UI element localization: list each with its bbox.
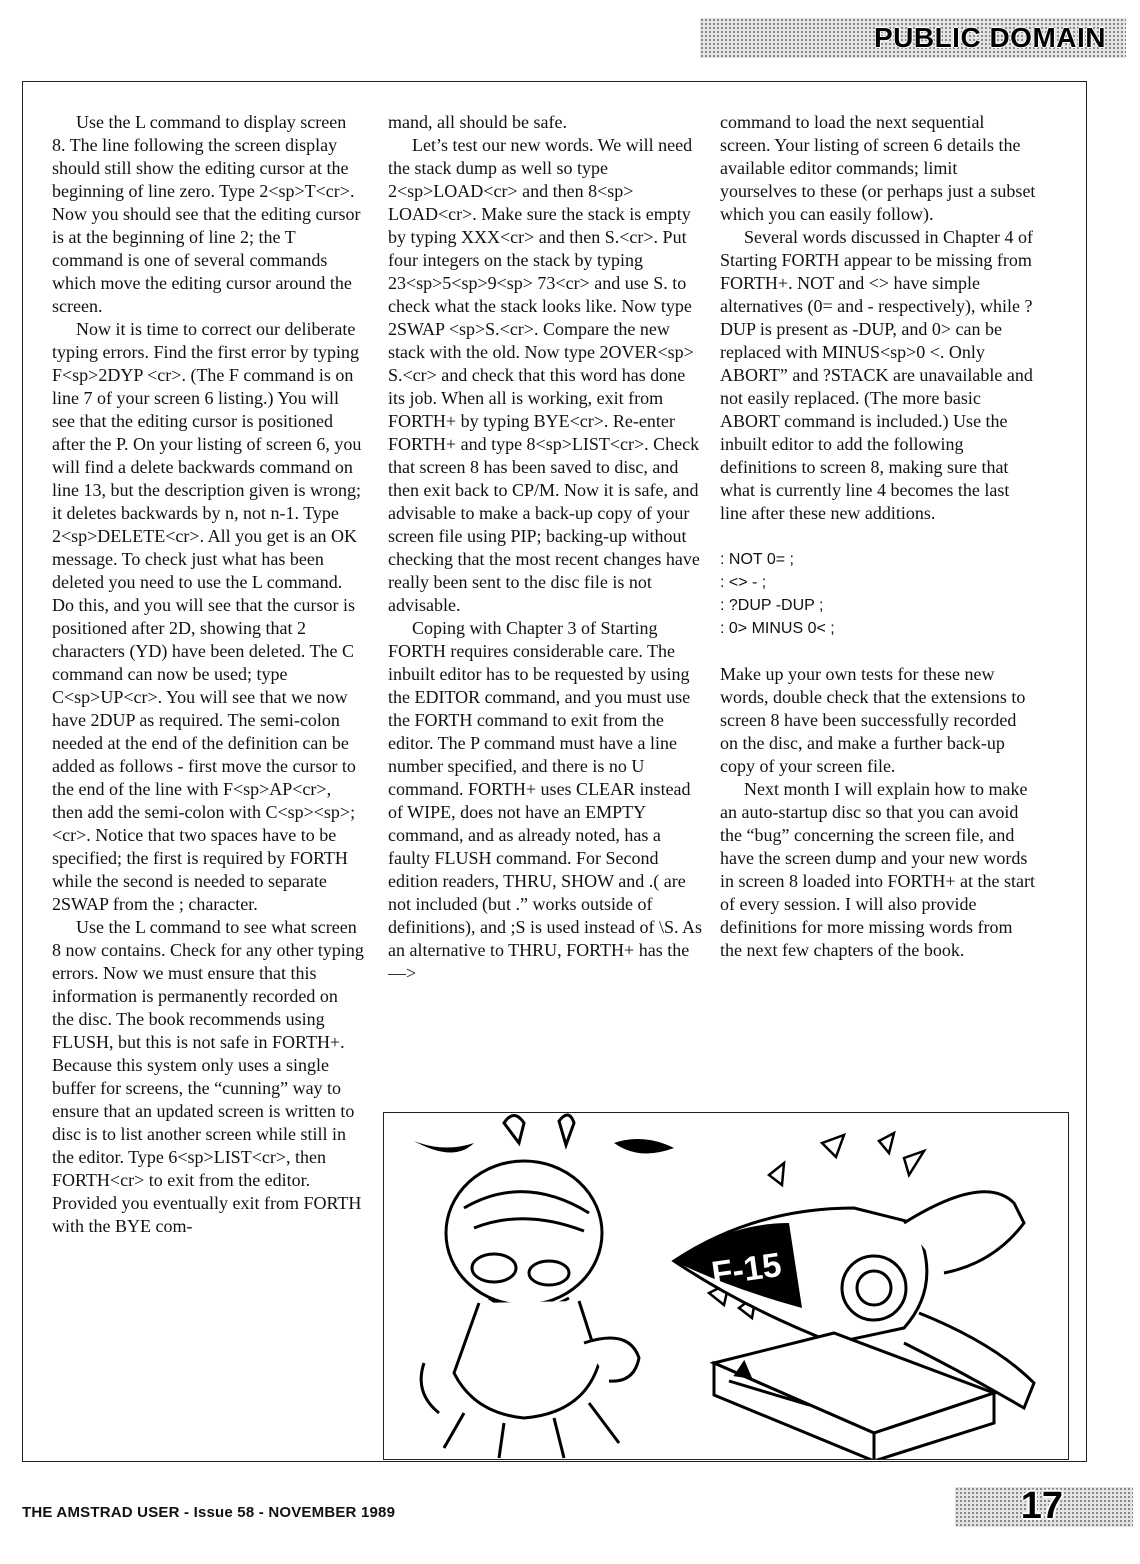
paragraph: mand, all should be safe. <box>388 112 567 132</box>
code-line: : 0> MINUS 0< ; <box>720 620 835 637</box>
code-line: : NOT 0= ; <box>720 551 794 568</box>
page-number: 17 <box>1020 1485 1063 1527</box>
section-title: PUBLIC DOMAIN <box>873 22 1106 53</box>
article-column-1 <box>52 111 364 1238</box>
paragraph: Make up your own tests for these new words, double check that the extensions to screen 8 have been successfully recorded on the disc, and make a further back-up copy of your screen file. <box>720 664 1026 776</box>
code-listing <box>720 548 1038 640</box>
sweat-drop-icon <box>414 1141 474 1153</box>
paragraph: Several words discussed in Chapter 4 of Starting FORTH appear to be missing from FORTH+. NOT and <> have simple alternatives (0= and - respectively), while ?DUP is present as -DUP, and 0> can be replaced with MINUS<sp>0 <. Only ABORT” and ?STACK are unavailable and not easily replaced. (The more basic ABORT command is included.) Use the inbuilt editor to add the following definitions to screen 8, making sure that what is currently line 4 becomes the last line after these new additions. <box>720 227 1033 523</box>
paragraph: Use the L command to display screen 8. The line following the screen display should still show the editing cursor at the beginning of line zero. Type 2<sp>T<cr>. Now you should see that the editing cursor is at the beginning of line 2; the T command is one of several commands which move the editing cursor around the screen. <box>52 112 361 316</box>
paragraph: Now it is time to correct our deliberate typing errors. Find the first error by typing F<sp>2DYP <cr>. (The F command is on line 7 of your screen 6 listing.) You will see that the editing cursor is positioned after the P. On your listing of screen 6, you will find a delete backwards command on line 13, but the description given is wrong; it deletes backwards by n, not n-1. Type 2<sp>DELETE<cr>. All you get is an OK message. To check just what has been deleted you need to use the L command. Do this, and you will see that the cursor is positioned after 2D, showing that 2 characters (YD) have been deleted. The C command can now be used; type C<sp>UP<cr>. You will see that we now have 2DUP as required. The semi-colon needed at the end of the definition can be added as follows - first move the cursor to the end of the line with F<sp>AP<cr>, then add the semi-colon with C<sp><sp>;<cr>. Notice that two spaces have to be specified; the first is required by FORTH while the second is needed to separate 2SWAP from the ; character. <box>52 319 362 914</box>
article-column-3 <box>720 111 1038 962</box>
footer-publication: THE AMSTRAD USER - Issue 58 - NOVEMBER 1989 <box>22 1504 396 1521</box>
sweat-drop-icon <box>504 1116 524 1144</box>
sweat-drop-icon <box>559 1115 574 1145</box>
paragraph: Next month I will explain how to make an auto-startup disc so that you can avoid the “bug” concerning the screen file, and have the screen dump and your new words in screen 8 loaded into FORTH+ at the start of every session. I will also provide definitions for more missing words from the next few chapters of the book. <box>720 779 1035 960</box>
paragraph: Coping with Chapter 3 of Starting FORTH requires considerable care. The inbuilt editor has to be requested by using the EDITOR command, and you must use the FORTH command to exit from the editor. The P command must have a line number specified, and there is no U command. FORTH+ uses CLEAR instead of WIPE, does not have an EMPTY command, and as already noted, has a faulty FLUSH command. For Second edition readers, THRU, SHOW and .( are not included (but .” works outside of definitions), and ;S is used instead of \S. As an alternative to THRU, FORTH+ has the —> <box>388 618 702 983</box>
debris-icon <box>879 1133 894 1153</box>
debris-icon <box>904 1151 924 1175</box>
debris-icon <box>769 1163 784 1185</box>
astronaut-character <box>421 1161 639 1458</box>
paragraph: Use the L command to see what screen 8 now contains. Check for any other typing errors. Now we must ensure that this information is permanently recorded on the disc. The book recommends using FLUSH, but this is not safe in FORTH+. Because this system only uses a single buffer for screens, the “cunning” way to ensure that an updated screen is written to disc is to list another screen while still in the editor. Type 6<sp>LIST<cr>, then FORTH<cr> to exit from the editor. Provided you eventually exit from FORTH with the BYE com- <box>52 917 364 1236</box>
code-line: : <> - ; <box>720 574 767 591</box>
sweat-drop-icon <box>614 1139 674 1153</box>
cartoon-illustration <box>383 1112 1069 1460</box>
paragraph: Let’s test our new words. We will need the stack dump as well so type 2<sp>LOAD<cr> and then 8<sp> LOAD<cr>. Make sure the stack is empty by typing XXX<cr> and then S.<cr>. Put four integers on the stack by typing 23<sp>5<sp>9<sp> 73<cr> and use S. to check what the stack looks like. Now type 2SWAP <sp>S.<cr>. Compare the new stack with the old. Now type 2OVER<sp> S.<cr> and check that this word has done its job. When all is working, exit from FORTH+ by typing BYE<cr>. Re-enter FORTH+ and type 8<sp>LIST<cr>. Check that screen 8 has been saved to disc, and then exit back to CP/M. Now it is safe, and advisable to make a back-up copy of your screen file using PIP; backing-up without checking that the most recent changes have really been sent to the disc file is not advisable. <box>388 135 700 615</box>
debris-icon <box>822 1135 844 1157</box>
paragraph: command to load the next sequential screen. Your listing of screen 6 details the available editor commands; limit yourselves to these (or perhaps just a subset which you can easily follow). <box>720 112 1036 224</box>
jet-label: F-15 <box>709 1245 784 1294</box>
page-number-band <box>955 1487 1133 1527</box>
header-band <box>700 18 1126 58</box>
article-column-2 <box>388 111 702 985</box>
code-line: : ?DUP -DUP ; <box>720 597 824 614</box>
cartoon-drawing <box>384 1113 1069 1460</box>
